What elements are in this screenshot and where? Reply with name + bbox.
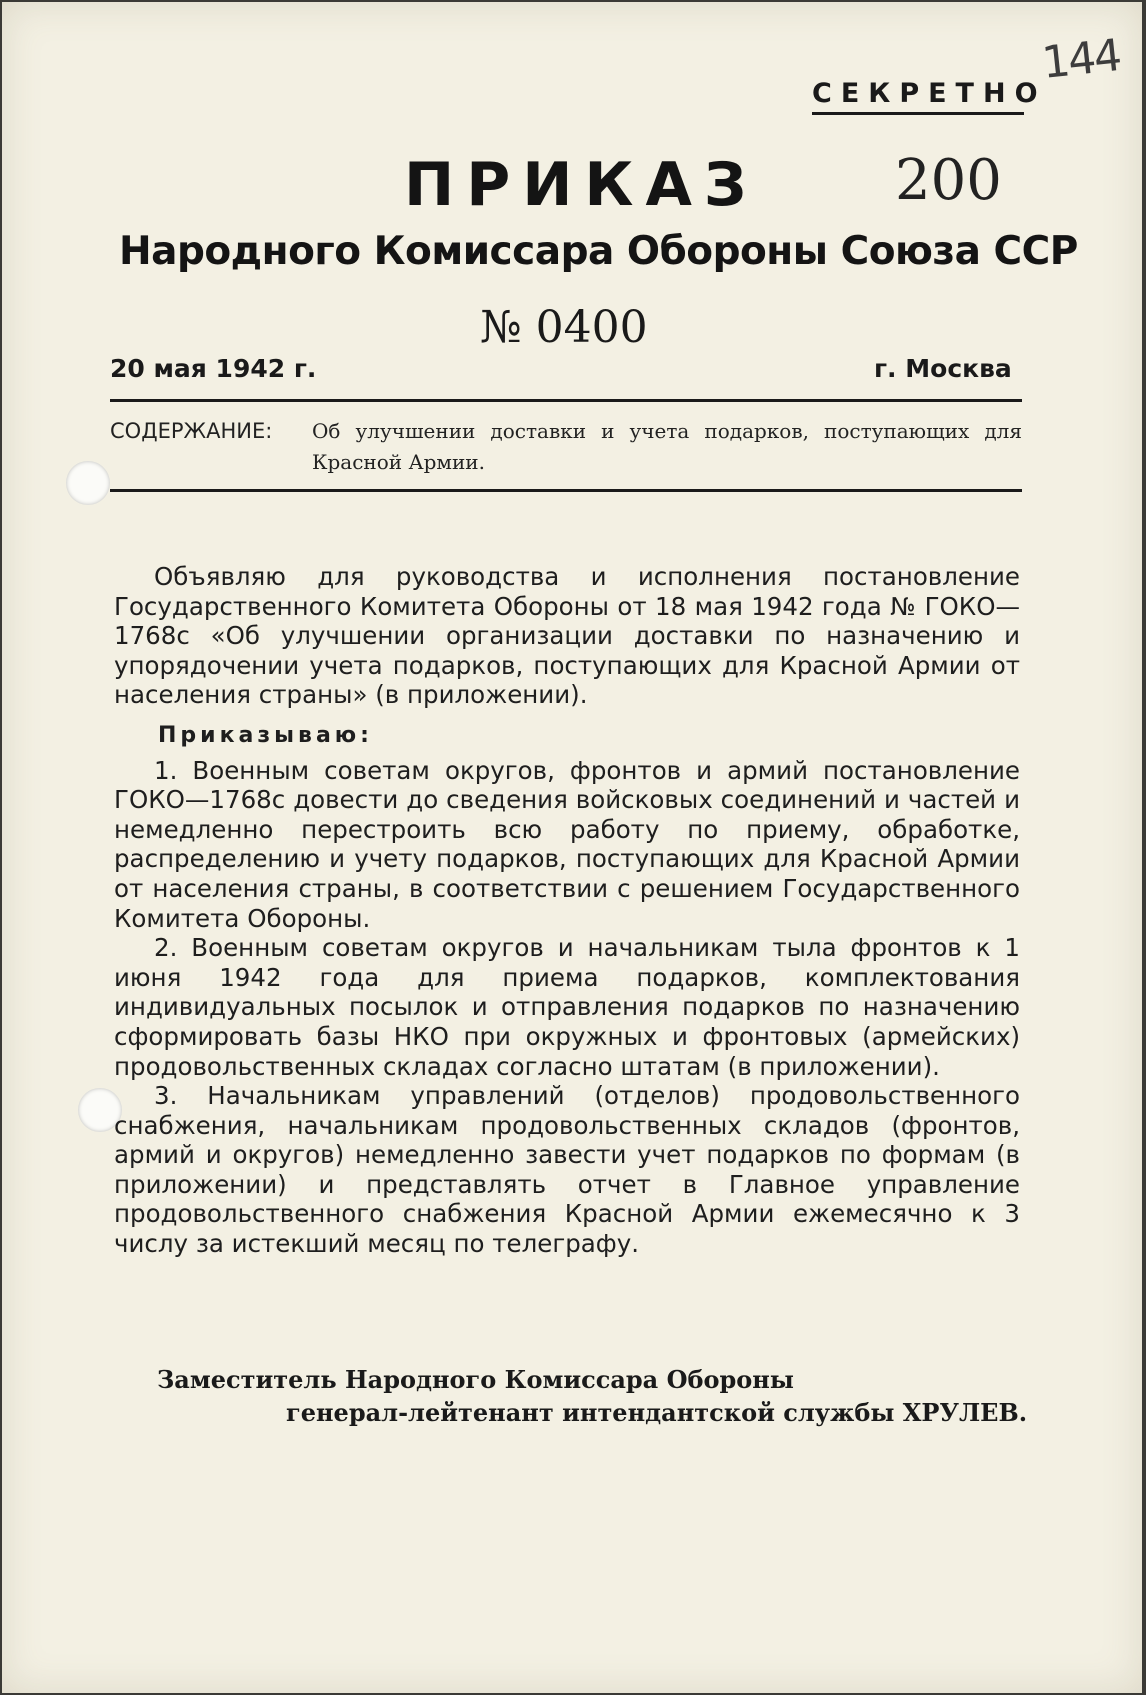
order-item: 1. Военным советам округов, фронтов и армий постановление ГОКО—1768с довести до сведения войсковых соединений и частей и немедленно перестроить всю работу по приему, обработке, распределению и учету подарков, поступающих для Красной Армии от населения страны, в соответствии с решением Государственного Комитета Обороны.	[114, 755, 1020, 933]
document-title: ПРИКАЗ	[404, 150, 759, 220]
divider	[110, 489, 1022, 492]
punch-hole	[66, 461, 110, 505]
archive-page-number: 144	[1039, 30, 1123, 89]
document-page	[2, 2, 1142, 1693]
order-heading: Приказываю:	[158, 722, 373, 748]
order-number: № 0400	[480, 302, 648, 353]
order-body	[114, 562, 1020, 1259]
order-city: г. Москва	[874, 354, 1012, 383]
signature-title: Заместитель Народного Комиссара Обороны	[157, 1365, 794, 1394]
issuer-title: Народного Комиссара Обороны Союза ССР	[119, 229, 1078, 274]
order-item: 3. Начальникам управлений (отделов) продовольственного снабжения, начальникам продовольственных складов (фронтов, армий и округов) немедленно завести учет подарков по формам (в приложении) и представлять отчет в Главное управление продовольственного снабжения Красной Армии ежемесячно к 3 числу за истекший месяц по телеграфу.	[114, 1081, 1020, 1259]
order-item: 2. Военным советам округов и начальникам тыла фронтов к 1 июня 1942 года для приема подарков, комплектования индивидуальных посылок и отправления подарков по назначению сформировать базы НКО при окружных и фронтовых (армейских) продовольственных складах согласно штатам (в приложении).	[114, 933, 1020, 1081]
order-date: 20 мая 1942 г.	[110, 354, 317, 383]
divider	[110, 399, 1022, 402]
classification-underline	[812, 112, 1024, 115]
content-label: СОДЕРЖАНИЕ:	[110, 419, 273, 443]
signature-name: генерал-лейтенант интендантской службы ХРУЛЕВ.	[286, 1398, 1028, 1427]
content-text: Об улучшении доставки и учета подарков, поступающих для Красной Армии.	[312, 419, 1022, 474]
handwritten-number: 200	[895, 148, 1002, 213]
classification-stamp: СЕКРЕТНО	[812, 78, 1047, 109]
intro-paragraph: Объявляю для руководства и исполнения постановление Государственного Комитета Обороны от 18 мая 1942 года № ГОКО—1768с «Об улучшении организации доставки по назначению и упорядочении учета подарков, поступающих для Красной Армии от населения страны» (в приложении).	[114, 562, 1020, 710]
